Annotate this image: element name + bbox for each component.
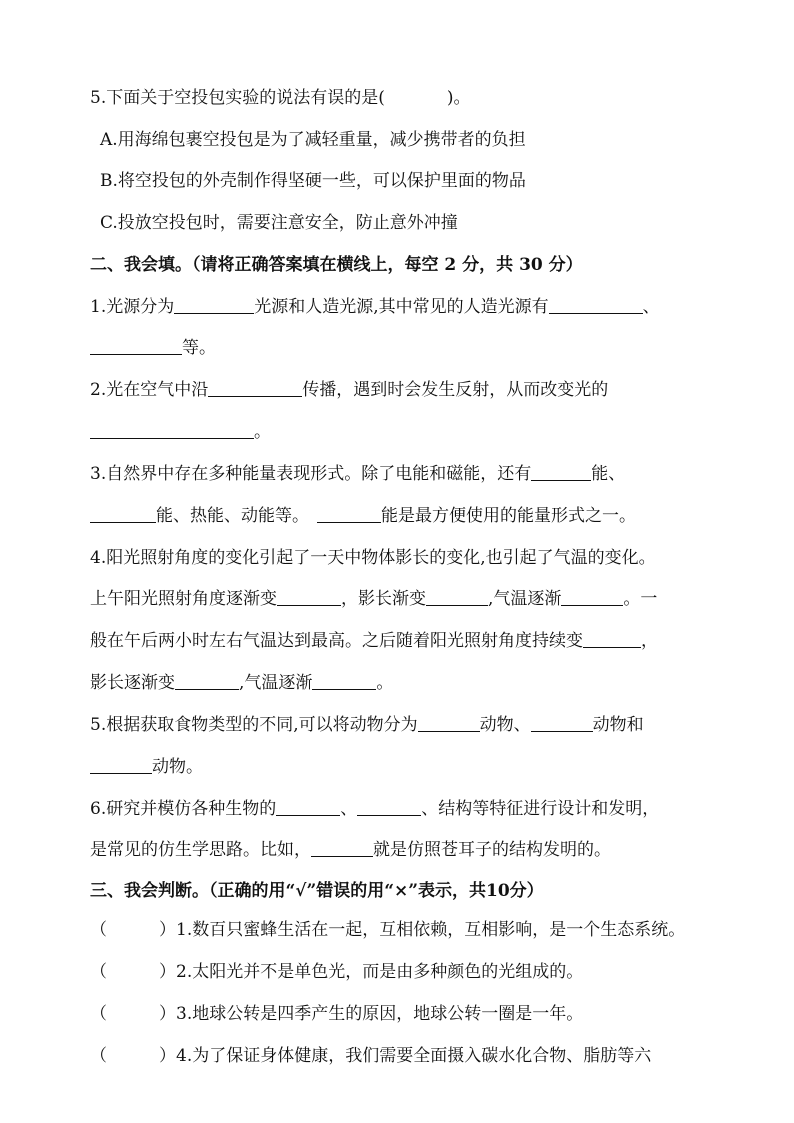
fill-blank[interactable]	[90, 336, 182, 355]
fill-blank[interactable]	[531, 462, 591, 481]
fill-blank[interactable]	[561, 587, 623, 606]
fill-blank[interactable]	[357, 797, 421, 816]
fill-blank[interactable]	[208, 378, 302, 397]
fill-blank[interactable]	[583, 629, 641, 648]
fill-blank[interactable]	[90, 504, 156, 523]
section-2-title: 二、我会填。（请将正确答案填在横线上，每空 2 分，共 30 分）	[90, 255, 583, 275]
judge-item-3: （ ）3.地球公转是四季产生的原因，地球公转一圈是一年。	[90, 1004, 584, 1024]
fill-blank[interactable]	[531, 713, 593, 732]
option-a: A.用海绵包裹空投包是为了减轻重量，减少携带者的负担	[100, 130, 526, 150]
fill-question-2: 2.光在空气中沿 传播，遇到时会发生反射，从而改变光的	[90, 380, 609, 400]
fill-blank[interactable]	[418, 713, 480, 732]
fill-blank[interactable]	[276, 797, 340, 816]
fill-blank[interactable]	[175, 671, 239, 690]
section-3-title: 三、我会判断。（正确的用“√”错误的用“×”表示，共10分）	[90, 881, 544, 901]
fill-blank[interactable]	[311, 838, 373, 857]
fill-blank[interactable]	[312, 671, 376, 690]
option-b: B.将空投包的外壳制作得坚硬一些，可以保护里面的物品	[100, 171, 526, 191]
fill-blank[interactable]	[90, 755, 152, 774]
fill-question-4-line3: 般在午后两小时左右气温达到最高。之后随着阳光照射角度持续变 ，	[90, 631, 658, 651]
fill-question-6: 6.研究并模仿各种生物的 、 、结构等特征进行设计和发明，	[90, 799, 660, 819]
fill-question-5: 5.根据获取食物类型的不同,可以将动物分为 动物、 动物和	[90, 715, 644, 735]
fill-question-4: 4.阳光照射角度的变化引起了一天中物体影长的变化,也引起了气温的变化。	[90, 548, 656, 568]
fill-blank[interactable]	[174, 295, 254, 314]
fill-question-1: 1.光源分为 光源和人造光源,其中常见的人造光源有 、	[90, 297, 660, 317]
fill-question-1-cont: 等。	[90, 336, 720, 360]
fill-question-4-line4: 影长逐渐变 ,气温逐渐 。	[90, 673, 394, 693]
fill-question-4-line2: 上午阳光照射角度逐渐变 ，影长渐变 ,气温逐渐 。一	[90, 589, 658, 609]
option-c: C.投放空投包时，需要注意安全，防止意外冲撞	[100, 213, 458, 233]
question-5-stem: 5.下面关于空投包实验的说法有误的是( )。	[90, 88, 471, 108]
judge-item-2: （ ）2.太阳光并不是单色光，而是由多种颜色的光组成的。	[90, 962, 584, 982]
fill-blank[interactable]	[90, 420, 254, 439]
judge-item-1: （ ）1.数百只蜜蜂生活在一起，互相依赖，互相影响，是一个生态系统。	[90, 920, 686, 940]
fill-blank[interactable]	[426, 587, 488, 606]
fill-blank[interactable]	[277, 587, 341, 606]
fill-question-5-cont: 动物。	[90, 755, 720, 779]
fill-question-3: 3.自然界中存在多种能量表现形式。除了电能和磁能，还有 能、	[90, 464, 626, 484]
fill-question-6-cont: 是常见的仿生学思路。比如， 就是仿照苍耳子的结构发明的。	[90, 840, 611, 860]
fill-question-3-cont: 能、热能、动能等。 能是最方便使用的能量形式之一。	[90, 504, 720, 528]
fill-question-2-cont: 。	[90, 420, 720, 444]
judge-item-4: （ ）4.为了保证身体健康，我们需要全面摄入碳水化合物、脂肪等六	[90, 1046, 652, 1066]
fill-blank[interactable]	[317, 504, 381, 523]
fill-blank[interactable]	[549, 295, 643, 314]
